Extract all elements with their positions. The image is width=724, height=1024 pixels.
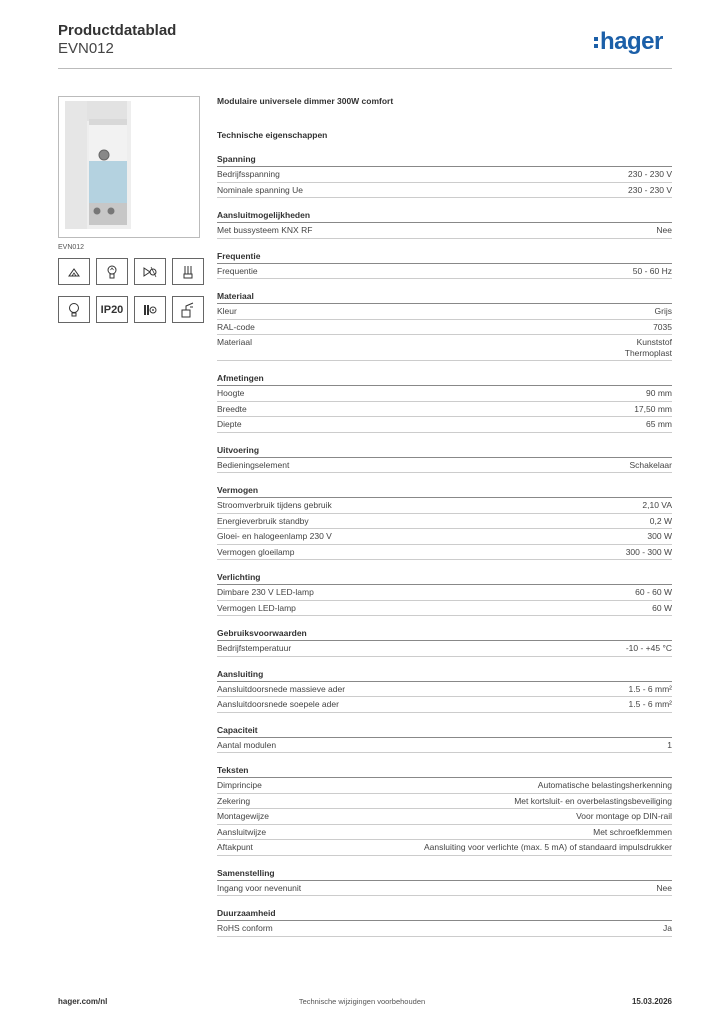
page-title: Productdatablad <box>58 22 177 39</box>
product-image <box>58 96 200 238</box>
spec-row <box>217 320 672 336</box>
spec-row <box>217 417 672 433</box>
section-heading: Vermogen <box>217 485 672 498</box>
spec-section <box>217 572 672 616</box>
section-heading: Gebruiksvoorwaarden <box>217 628 672 641</box>
spec-value: Nee <box>656 882 672 893</box>
spec-value: 60 - 60 W <box>635 587 672 597</box>
section-heading: Teksten <box>217 765 672 778</box>
spec-label: Gloei- en halogeenlamp 230 V <box>217 531 332 541</box>
spec-section <box>217 210 672 239</box>
spec-row <box>217 825 672 841</box>
spec-row <box>217 529 672 545</box>
spec-section <box>217 154 672 198</box>
spec-label: Montagewijze <box>217 811 269 821</box>
spec-value: 300 W <box>647 531 672 541</box>
spec-section <box>217 725 672 754</box>
spec-label: Bedrijfsspanning <box>217 169 280 179</box>
spec-value: Automatische belastingsherkenning <box>537 780 672 790</box>
spec-row <box>217 738 672 754</box>
spec-label: Aantal modulen <box>217 739 277 750</box>
spec-label: Kleur <box>217 306 237 316</box>
spec-row <box>217 264 672 280</box>
spec-row <box>217 682 672 698</box>
spec-value: 1.5 - 6 mm² <box>628 699 672 709</box>
spec-value: 300 - 300 W <box>625 546 672 557</box>
spec-row <box>217 335 672 361</box>
spec-section <box>217 251 672 280</box>
din-rail-icon <box>134 296 166 323</box>
spec-label: Energieverbruik standby <box>217 515 309 526</box>
section-heading: Uitvoering <box>217 445 672 458</box>
spec-value: Ja <box>663 923 672 933</box>
spec-row <box>217 921 672 937</box>
spec-section <box>217 445 672 474</box>
spec-label: RAL-code <box>217 321 255 332</box>
spec-row <box>217 458 672 474</box>
footer-date: 15.03.2026 <box>631 997 672 1006</box>
spec-value: 1.5 - 6 mm² <box>628 683 672 694</box>
logo-text: hager <box>600 28 663 55</box>
spec-label: Nominale spanning Ue <box>217 184 303 195</box>
spec-label: Stroomverbruik tijdens gebruik <box>217 500 332 510</box>
section-heading: Aansluiting <box>217 669 672 682</box>
spec-value: -10 - +45 °C <box>625 643 672 653</box>
spec-value: Aansluiting voor verlichte (max. 5 mA) of standaard impulsdrukker <box>423 842 672 852</box>
spec-row <box>217 402 672 418</box>
spec-section <box>217 485 672 560</box>
spec-section <box>217 908 672 937</box>
hager-logo[interactable] <box>594 28 663 56</box>
spec-label: Dimbare 230 V LED-lamp <box>217 587 314 597</box>
spec-row <box>217 223 672 239</box>
image-caption: EVN012 <box>58 244 85 251</box>
push-button-icon <box>172 296 204 323</box>
spec-label: Vermogen gloeilamp <box>217 546 295 557</box>
footer-disclaimer: Technische wijzigingen voorbehouden <box>298 997 426 1006</box>
spec-row <box>217 585 672 601</box>
spec-value: 0,2 W <box>649 515 672 526</box>
section-heading: Afmetingen <box>217 373 672 386</box>
spec-value: 65 mm <box>646 419 672 429</box>
spec-section <box>217 765 672 856</box>
spec-label: Frequentie <box>217 265 258 276</box>
spec-value: 17,50 mm <box>634 403 672 414</box>
spec-label: Aansluitdoorsnede massieve ader <box>217 683 346 694</box>
spec-label: Bedrijfstemperatuur <box>217 643 292 653</box>
spec-row <box>217 498 672 514</box>
spec-value: Voor montage op DIN-rail <box>576 811 672 821</box>
resistive-load-icon <box>58 258 90 285</box>
spec-row <box>217 514 672 530</box>
spec-row <box>217 386 672 402</box>
spec-value: Grijs <box>654 306 672 316</box>
spec-label: Hoogte <box>217 388 245 398</box>
spec-content <box>217 96 672 937</box>
product-name: Modulaire universele dimmer 300W comfort <box>217 96 394 106</box>
spec-value: Met kortsluit- en overbelastingsbeveiliging <box>514 795 672 806</box>
spec-value: 230 - 230 V <box>628 169 672 179</box>
header-divider <box>58 68 672 69</box>
spec-value: 50 - 60 Hz <box>632 265 672 276</box>
spec-label: Diepte <box>217 419 242 429</box>
section-heading: Verlichting <box>217 572 672 585</box>
spec-label: Breedte <box>217 403 247 414</box>
spec-label: Aansluitwijze <box>217 826 267 837</box>
spec-value: Kunststof Thermoplast <box>624 337 672 358</box>
spec-value: 60 W <box>652 602 672 613</box>
spec-section <box>217 291 672 361</box>
section-heading: Materiaal <box>217 291 672 304</box>
spec-row <box>217 167 672 183</box>
footer-website[interactable]: hager.com/nl <box>58 997 108 1006</box>
spec-value: 7035 <box>653 321 672 332</box>
spec-row <box>217 809 672 825</box>
spec-row <box>217 794 672 810</box>
spec-value: 90 mm <box>646 388 672 398</box>
spec-label: Aansluitdoorsnede soepele ader <box>217 699 339 709</box>
section-heading: Capaciteit <box>217 725 672 738</box>
spec-row <box>217 304 672 320</box>
logo-dots <box>594 37 598 48</box>
section-heading: Samenstelling <box>217 868 672 881</box>
spec-section <box>217 628 672 657</box>
spec-label: Met bussysteem KNX RF <box>217 225 313 235</box>
spec-label: Ingang voor nevenunit <box>217 882 302 893</box>
spec-section <box>217 373 672 433</box>
led-lamp-icon <box>58 296 90 323</box>
section-heading: Duurzaamheid <box>217 908 672 921</box>
product-code: EVN012 <box>58 40 114 57</box>
incandescent-lamp-icon <box>96 258 128 285</box>
spec-row <box>217 840 672 856</box>
spec-label: Materiaal <box>217 337 252 347</box>
spec-value: Schakelaar <box>629 459 672 470</box>
spec-row <box>217 697 672 713</box>
spec-section <box>217 868 672 897</box>
tech-title: Technische eigenschappen <box>217 130 328 140</box>
spec-section <box>217 669 672 713</box>
spec-row <box>217 183 672 199</box>
spec-label: Vermogen LED-lamp <box>217 602 296 613</box>
section-heading: Frequentie <box>217 251 672 264</box>
spec-value: Nee <box>656 225 672 235</box>
spec-value: 1 <box>667 739 672 750</box>
spec-label: RoHS conform <box>217 923 273 933</box>
spec-label: Aftakpunt <box>217 842 253 852</box>
spec-row <box>217 778 672 794</box>
spec-sections <box>217 154 672 937</box>
spec-value: 230 - 230 V <box>628 184 672 195</box>
spec-row <box>217 601 672 617</box>
spec-label: Dimprincipe <box>217 780 262 790</box>
cfl-lamp-icon <box>172 258 204 285</box>
spec-row <box>217 641 672 657</box>
spec-value: 2,10 VA <box>642 500 672 510</box>
spec-label: Bedieningselement <box>217 459 290 470</box>
spec-value: Met schroefklemmen <box>593 826 672 837</box>
spec-row <box>217 545 672 561</box>
spec-label: Zekering <box>217 795 251 806</box>
section-heading: Aansluitmogelijkheden <box>217 210 672 223</box>
transformer-load-icon <box>134 258 166 285</box>
section-heading: Spanning <box>217 154 672 167</box>
ip20-icon: IP20 <box>96 296 128 323</box>
spec-row <box>217 881 672 897</box>
